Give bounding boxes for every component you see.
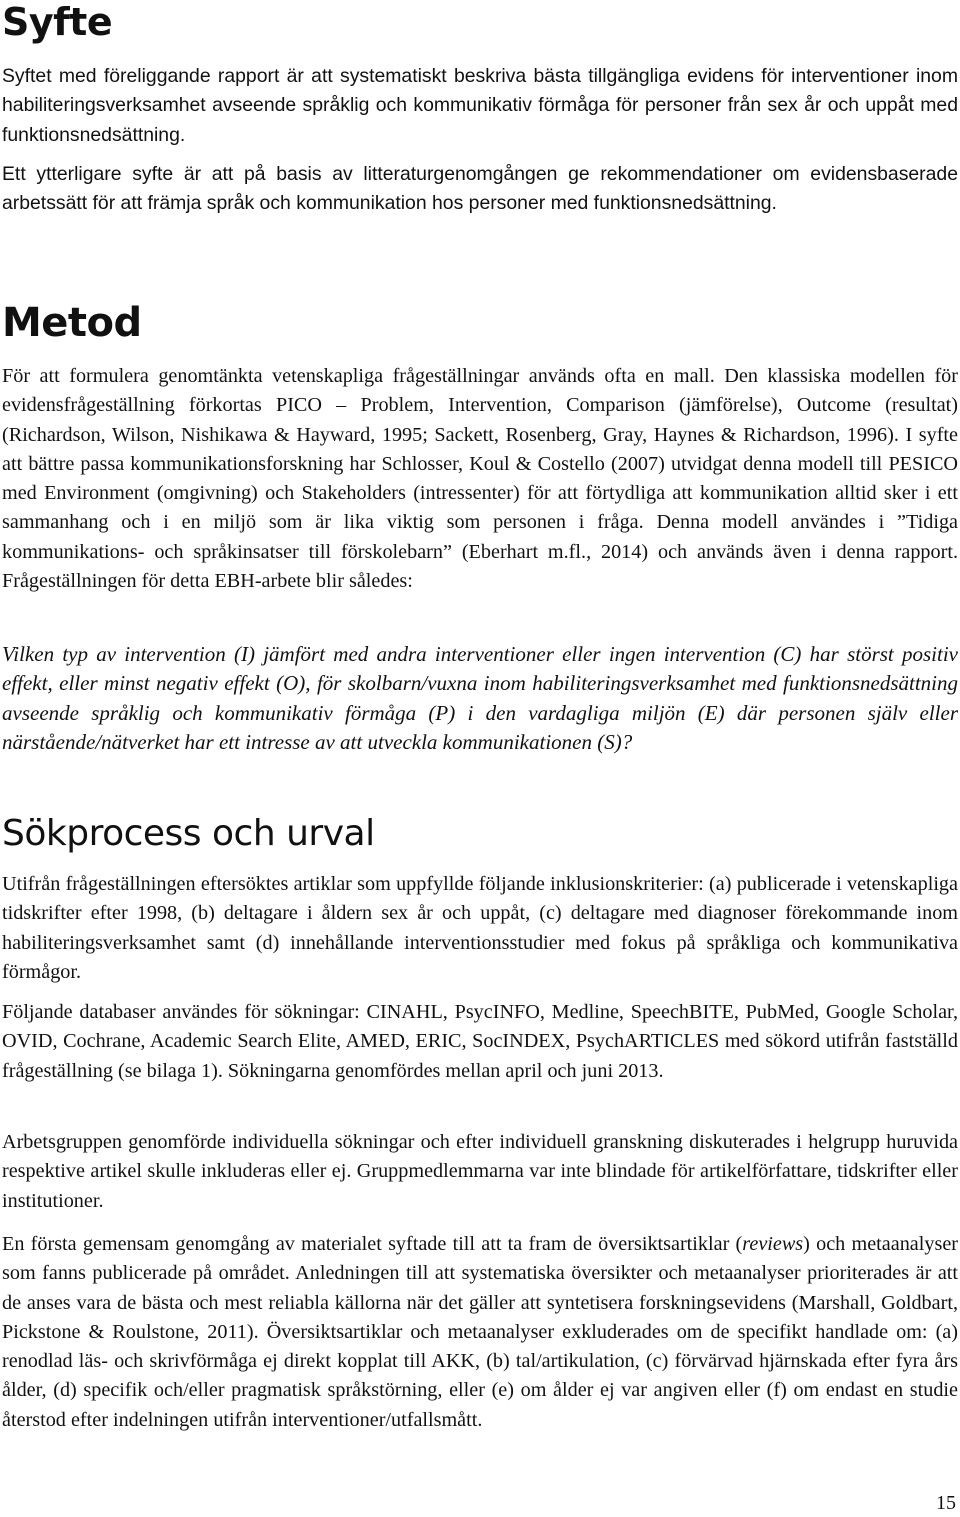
section-heading-sokprocess: Sökprocess och urval — [2, 813, 375, 854]
section-heading-syfte: Syfte — [2, 0, 113, 44]
sokprocess-paragraph-3: Arbetsgruppen genomförde individuella sökningar och efter individuell granskning diskuterades i helgrupp huruvida respektive artikel skulle inkluderas eller ej. Gruppmedlemmarna var inte blindade för artikelförfattare, tidskrifter eller institutioner. — [2, 1131, 958, 1212]
page-number: 15 — [936, 1492, 956, 1514]
metod-research-question: Vilken typ av intervention (I) jämfört med andra interventioner eller ingen intervention (C) har störst positiv effekt, eller minst negativ effekt (O), för skolbarn/vuxna inom habiliteringsverksamhet med funktionsnedsättning avseende språklig och kommunikativ förmåga (P) i den vardagliga miljön (E) där personen själv eller närstående/nätverket har ett intresse av att utveckla kommunikationen (S)? — [2, 642, 958, 754]
sokprocess-paragraph-2: Följande databaser användes för sökningar: CINAHL, PsycINFO, Medline, SpeechBITE, PubMed, Google Scholar, OVID, Cochrane, Academic Search Elite, AMED, ERIC, SocINDEX, PsychARTICLES med sökord utifrån fastställd frågeställning (se bilaga 1). Sökningarna genomfördes mellan april och juni 2013. — [2, 1001, 958, 1082]
section-heading-metod: Metod — [2, 300, 142, 346]
sokprocess-paragraph-1: Utifrån frågeställningen eftersöktes artiklar som uppfyllde följande inklusionskriterier: (a) publicerade i vetenskapliga tidskrifter efter 1998, (b) deltagare i åldern sex år och uppåt, (c) deltagare med diagnoser förekommande inom habiliteringsverksamhet samt (d) innehållande interventionsstudier med fokus på språkliga och kommunikativa förmågor. — [2, 873, 958, 983]
sokprocess-paragraph-4-part-a: En första gemensam genomgång av materialet syftade till att ta fram de översiktsartiklar ( — [2, 1233, 743, 1255]
metod-paragraph-1: För att formulera genomtänkta vetenskapliga frågeställningar används ofta en mall. Den klassiska modellen för evidensfrågeställning förkortas PICO – Problem, Intervention, Comparison (jämförelse), Outcome (resultat) (Richardson, Wilson, Nishikawa & Hayward, 1995; Sackett, Rosenberg, Gray, Haynes & Richardson, 1996). I syfte att bättre passa kommunikationsforskning har Schlosser, Koul & Costello (2007) utvidgat denna modell till PESICO med Environment (omgivning) och Stakeholders (intressenter) för att förtydliga att kommunikation alltid sker i ett sammanhang och i en miljö som är lika viktig som personen i fråga. Denna modell användes i ”Tidiga kommunikations- och språkinsatser till förskolebarn” (Eberhart m.fl., 2014) och används även i denna rapport. Frågeställningen för detta EBH-arbete blir således: — [2, 365, 958, 593]
sokprocess-paragraph-4 — [2, 1230, 958, 1435]
reviews-term: reviews — [742, 1233, 804, 1255]
syfte-paragraph-1: Syftet med föreliggande rapport är att systematiskt beskriva bästa tillgängliga evidens för interventioner inom habiliteringsverksamhet avseende språklig och kommunikativ förmåga för personer från sex år och uppåt med funktionsnedsättning. — [2, 65, 958, 146]
syfte-paragraph-2: Ett ytterligare syfte är att på basis av litteraturgenomgången ge rekommendationer om evidensbaserade arbetssätt för att främja språk och kommunikation hos personer med funktionsnedsättning. — [2, 163, 958, 215]
sokprocess-paragraph-4-part-b: ) och metaanalyser som fanns publicerade på området. Anledningen till att systematiska översikter och metaanalyser prioriterades är att de anses vara de bästa och mest reliabla källorna när det gäller att syntetisera forskningsevidens (Marshall, Goldbart, Pickstone & Roulstone, 2011). Översiktsartiklar och metaanalyser exkluderades om de specifikt handlade om: (a) renodlad läs- och skrivförmåga ej direkt kopplat till AKK, (b) tal/artikulation, (c) förvärvad hjärnskada efter fyra års ålder, (d) specifik och/eller pragmatisk språkstörning, eller (e) om ålder ej var angiven eller (f) om endast en studie återstod efter indelningen utifrån interventioner/utfallsmått. — [2, 1233, 958, 1431]
